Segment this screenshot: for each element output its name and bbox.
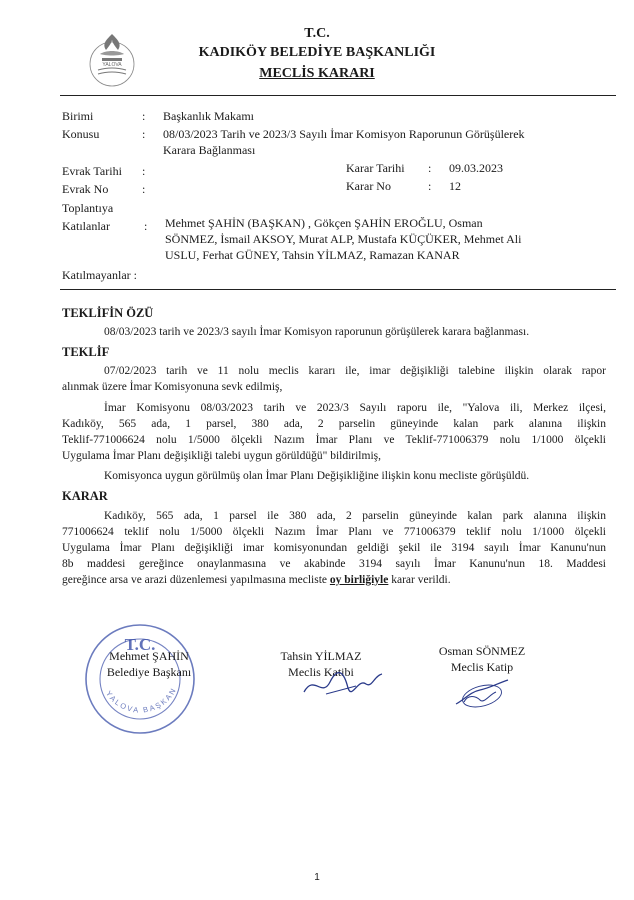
teklif-p1-line-1: 07/02/2023 tarih ve 11 nolu meclis kararı ile, imar değişikliği talebine ilişkin olarak rapor <box>104 365 606 377</box>
konusu-colon: : <box>142 127 146 141</box>
karar-line-2: 771006624 teklif nolu 1/5000 ölçekli Nazım İmar Planı ve 771006379 teklif nolu 1/1000 ölçekli <box>62 526 606 538</box>
teklif-p2-line-1: İmar Komisyonu 08/03/2023 tarih ve 2023/3 Sayılı raporu ile, "Yalova ili, Merkez ilçesi, <box>104 402 606 414</box>
clerk-2-title: Meclis Katip <box>450 660 514 674</box>
evrak-tarihi-label: Evrak Tarihi <box>62 164 122 178</box>
teklif-p1-line-2: alınmak üzere İmar Komisyonuna sevk edilmiş, <box>62 381 283 393</box>
header-doc-title: MECLİS KARARI <box>259 66 375 81</box>
mayor-name: Mehmet ŞAHİN <box>109 649 189 663</box>
katilanlar-line-1: Mehmet ŞAHİN (BAŞKAN) , Gökçen ŞAHİN EROĞLU, Osman <box>165 216 483 230</box>
karar-line-5-pre: gereğince arsa ve arazi düzenlemesi yapılmasına mecliste <box>62 574 330 586</box>
signature-block-mayor <box>84 648 214 680</box>
toplanti-label: Toplantıya <box>62 201 114 215</box>
karar-line-5 <box>62 573 451 588</box>
karar-no-colon: : <box>428 179 432 193</box>
teklif-p2-line-4: Uygulama İmar Planı değişikliği talebi uygun görüldüğü" bildirilmiş, <box>62 450 381 462</box>
karar-no-value: 12 <box>449 179 461 193</box>
katilanlar-colon: : <box>144 219 148 233</box>
header-tc: T.C. <box>304 26 330 41</box>
teklif-ozu-heading: TEKLİFİN ÖZÜ <box>62 306 154 320</box>
konusu-label: Konusu <box>62 127 100 141</box>
teklif-p3: Komisyonca uygun görülmüş olan İmar Planı Değişikliğine ilişkin konu mecliste görüşüldü. <box>104 470 530 482</box>
teklif-p2-line-3: Teklif-771006624 nolu 1/5000 ölçekli Nazım İmar Planı ve Teklif-771006379 nolu 1/1000 ölçekli <box>62 434 606 446</box>
katilanlar-line-3: USLU, Ferhat GÜNEY, Tahsin YİLMAZ, Ramazan KANAR <box>165 248 460 262</box>
birimi-label: Birimi <box>62 109 94 123</box>
karar-line-5-post: karar verildi. <box>388 574 451 586</box>
mid-divider <box>60 289 616 290</box>
teklif-heading: TEKLİF <box>62 345 110 359</box>
clerk-1-signature <box>296 664 386 704</box>
karar-line-3: Uygulama İmar Planı değişikliği imar komisyonundan geldiği şekil ile 3194 sayılı İmar Kanunu'nun <box>62 542 606 554</box>
karar-heading: KARAR <box>62 489 108 503</box>
karar-line-4: 8b maddesi gereğince onaylanmasına ve akabinde 3194 sayılı İmar Kanunu'nun 18. Maddesi <box>62 558 606 570</box>
karar-tarihi-colon: : <box>428 161 432 175</box>
clerk-2-signature <box>450 674 520 714</box>
konusu-value-2: Karara Bağlanması <box>163 143 256 157</box>
teklif-p2-line-2: Kadıköy, 565 ada, 1 parsel, 380 ada, 2 parselin güneyinde kalan park alanına ilişkin <box>62 418 606 430</box>
evrak-no-colon: : <box>142 182 146 196</box>
karar-line-1: Kadıköy, 565 ada, 1 parsel ile 380 ada, 2 parselin güneyinde kalan park alanına ilişkin <box>104 510 606 522</box>
header-municipality: KADIKÖY BELEDİYE BAŞKANLIĞI <box>198 45 436 60</box>
evrak-tarihi-colon: : <box>142 164 146 178</box>
teklif-ozu-text: 08/03/2023 tarih ve 2023/3 sayılı İmar Komisyon raporunun görüşülerek karara bağlanması. <box>104 326 530 338</box>
clerk-1-name: Tahsin YİLMAZ <box>280 649 362 663</box>
logo-text: YALOVA <box>102 62 122 68</box>
clerk-1-title: Meclis Katibi <box>288 665 354 679</box>
katilmayanlar-label: Katılmayanlar : <box>62 268 137 282</box>
mayor-title: Belediye Başkanı <box>106 665 192 679</box>
birimi-colon: : <box>142 109 146 123</box>
karar-tarihi-value: 09.03.2023 <box>449 161 503 175</box>
katilanlar-line-2: SÖNMEZ, İsmail AKSOY, Murat ALP, Mustafa KÜÇÜKER, Mehmet Ali <box>165 232 522 246</box>
page-number: 1 <box>314 872 320 883</box>
signature-block-clerk-2 <box>412 643 552 675</box>
birimi-value: Başkanlık Makamı <box>163 109 254 123</box>
karar-tarihi-label: Karar Tarihi <box>346 161 405 175</box>
stamp-ring-text: YALOVA BAŞKAN <box>103 685 179 715</box>
karar-unanimous: oy birliğiyle <box>329 574 389 586</box>
clerk-2-name: Osman SÖNMEZ <box>438 644 526 658</box>
karar-no-label: Karar No <box>346 179 391 193</box>
katilanlar-label: Katılanlar <box>62 219 110 233</box>
konusu-value-1: 08/03/2023 Tarih ve 2023/3 Sayılı İmar Komisyon Raporunun Görüşülerek <box>163 127 525 141</box>
evrak-no-label: Evrak No <box>62 182 109 196</box>
top-divider <box>60 95 616 96</box>
stamp-tc: T.C. <box>124 635 156 654</box>
